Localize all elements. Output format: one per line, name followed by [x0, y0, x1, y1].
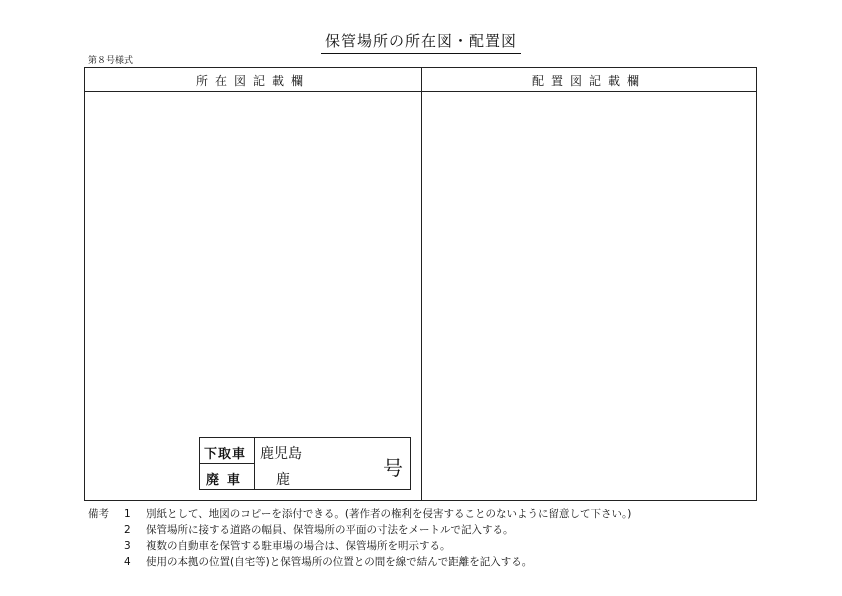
scrapped-vehicle-label: 廃車	[206, 473, 249, 488]
column-divider	[421, 68, 422, 500]
title-text: 保管場所の所在図・配置図	[321, 30, 521, 54]
remark-item	[124, 554, 532, 570]
remark-number: 1	[124, 508, 131, 520]
remarks-label: 備考	[88, 508, 109, 520]
remark-text: 別紙として、地図のコピーを添付できる。(著作者の権利を侵害することのないように留意して下さい。)	[146, 508, 632, 520]
trade-in-vehicle-label: 下取車	[204, 447, 247, 462]
vehicle-number-box	[199, 437, 411, 490]
layout-map-column-header: 配置図記載欄	[531, 74, 646, 88]
document-title	[0, 30, 842, 54]
stamp-vertical-divider	[254, 438, 255, 489]
remark-item	[124, 538, 451, 554]
remark-item	[124, 506, 631, 522]
number-suffix: 号	[383, 456, 403, 480]
location-map-column-header: 所在図記載欄	[195, 74, 310, 88]
remark-number: 2	[124, 524, 131, 536]
form-number-label: 第８号様式	[88, 56, 134, 66]
remark-number: 3	[124, 540, 131, 552]
remark-number: 4	[124, 556, 131, 568]
remark-text: 保管場所に接する道路の幅員、保管場所の平面の寸法をメートルで記入する。	[146, 524, 514, 536]
stamp-horizontal-divider	[200, 463, 254, 464]
region-name-value: 鹿児島	[260, 446, 302, 462]
remark-text: 複数の自動車を保管する駐車場の場合は、保管場所を明示する。	[146, 540, 451, 552]
region-abbrev-value: 鹿	[276, 472, 290, 488]
form-frame	[84, 67, 757, 501]
remark-text: 使用の本拠の位置(自宅等)と保管場所の位置との間を線で結んで距離を記入する。	[146, 556, 533, 568]
remark-item	[124, 522, 514, 538]
